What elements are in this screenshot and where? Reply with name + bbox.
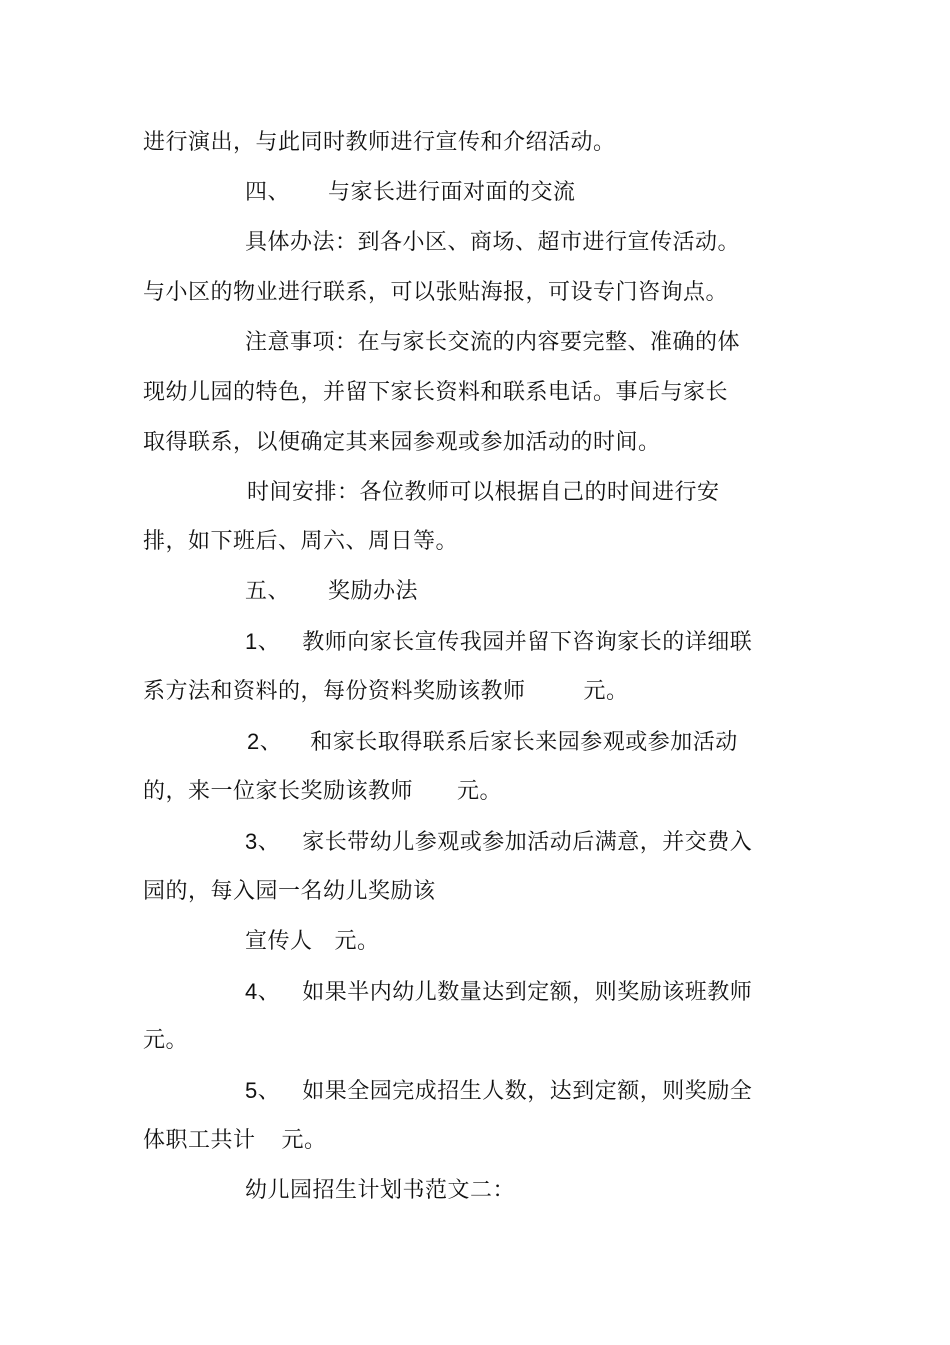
line-text: 的，来一位家长奖励该教师 xyxy=(143,779,414,804)
paragraph-line xyxy=(143,1026,188,1056)
amount-unit: 元。 xyxy=(583,679,629,704)
amount-unit: 元。 xyxy=(281,1128,327,1153)
paragraph-line xyxy=(143,128,616,158)
list-number: 3、 xyxy=(245,829,281,854)
section-title: 奖励办法 xyxy=(328,579,419,604)
list-number: 1、 xyxy=(245,629,281,654)
amount-unit: 元。 xyxy=(334,929,380,954)
section-marker: 四、 xyxy=(245,180,291,205)
paragraph-line xyxy=(245,328,740,358)
list-text: 如果半内幼儿数量达到定额，则奖励该班教师 xyxy=(302,980,753,1005)
line-text: 取得联系，以便确定其来园参观或参加活动的时间。 xyxy=(143,430,661,455)
list-number: 4、 xyxy=(245,979,281,1004)
list-item-4 xyxy=(245,977,752,1008)
list-item-2 xyxy=(247,727,738,758)
section-title: 与家长进行面对面的交流 xyxy=(328,180,576,205)
paragraph-line xyxy=(143,777,502,807)
paragraph-line xyxy=(143,278,728,308)
paragraph-line xyxy=(143,677,629,707)
section-heading-5 xyxy=(245,577,418,607)
list-text: 家长带幼儿参观或参加活动后满意，并交费入 xyxy=(302,830,753,855)
paragraph-line xyxy=(245,927,380,957)
list-number: 5、 xyxy=(245,1078,281,1103)
paragraph-line xyxy=(245,228,740,258)
list-text: 和家长取得联系后家长来园参观或参加活动 xyxy=(310,730,738,755)
line-text: 系方法和资料的，每份资料奖励该教师 xyxy=(143,679,526,704)
line-text: 园的，每入园一名幼儿奖励该 xyxy=(143,879,436,904)
list-text: 如果全园完成招生人数，达到定额，则奖励全 xyxy=(302,1079,753,1104)
section-marker: 五、 xyxy=(245,579,291,604)
list-item-3 xyxy=(245,827,752,858)
list-item-1 xyxy=(245,627,752,658)
line-text: 具体办法：到各小区、商场、超市进行宣传活动。 xyxy=(245,230,741,255)
paragraph-line xyxy=(247,478,720,508)
paragraph-line xyxy=(143,527,458,557)
paragraph-line xyxy=(143,378,728,408)
subsection-title xyxy=(245,1176,515,1206)
line-text: 时间安排：各位教师可以根据自己的时间进行安 xyxy=(247,480,720,505)
line-text: 元。 xyxy=(143,1028,189,1053)
line-text: 幼儿园招生计划书范文二： xyxy=(245,1178,516,1203)
line-text: 体职工共计 xyxy=(143,1128,256,1153)
list-item-5 xyxy=(245,1076,752,1107)
paragraph-line xyxy=(143,428,661,458)
list-number: 2、 xyxy=(247,729,283,754)
line-text: 现幼儿园的特色，并留下家长资料和联系电话。事后与家长 xyxy=(143,380,729,405)
section-heading-4 xyxy=(245,178,576,208)
line-text: 进行演出，与此同时教师进行宣传和介绍活动。 xyxy=(143,130,616,155)
paragraph-line xyxy=(143,1126,327,1156)
line-text: 注意事项：在与家长交流的内容要完整、准确的体 xyxy=(245,330,741,355)
list-text: 教师向家长宣传我园并留下咨询家长的详细联 xyxy=(302,630,753,655)
amount-unit: 元。 xyxy=(457,779,503,804)
line-text: 与小区的物业进行联系，可以张贴海报，可设专门咨询点。 xyxy=(143,280,729,305)
line-text: 宣传人 xyxy=(245,929,313,954)
paragraph-line xyxy=(143,877,436,907)
line-text: 排，如下班后、周六、周日等。 xyxy=(143,529,459,554)
